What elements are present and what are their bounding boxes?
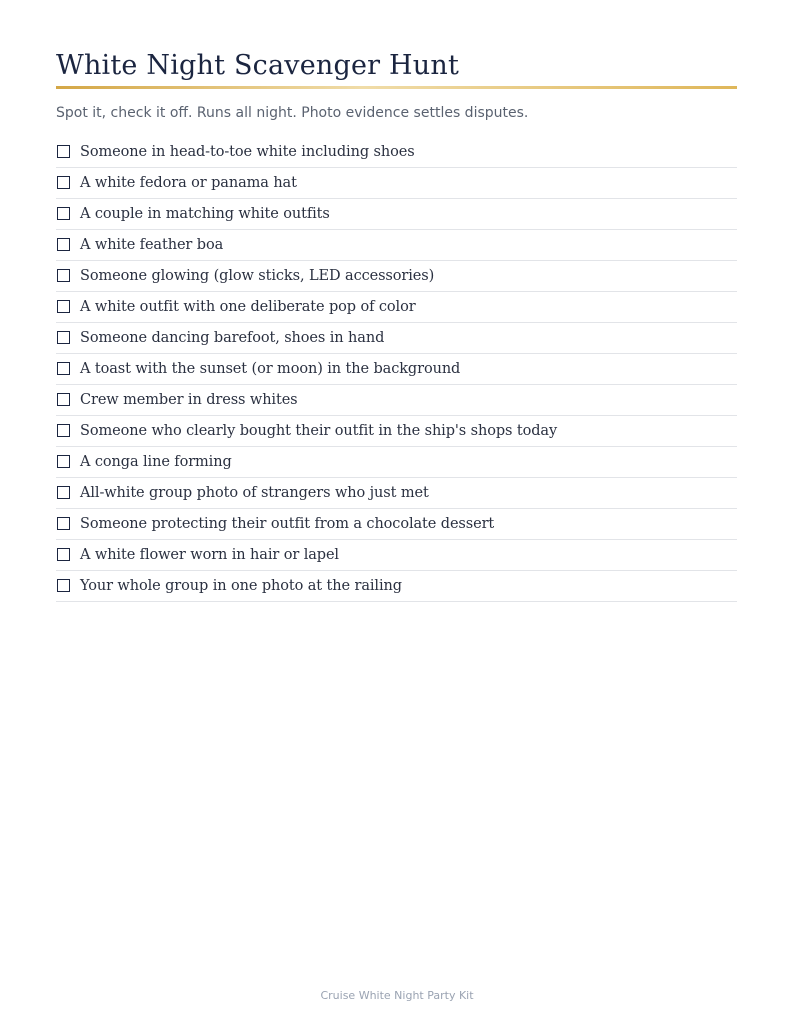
checkbox[interactable]	[57, 269, 70, 282]
checkbox[interactable]	[57, 424, 70, 437]
page-subtitle: Spot it, check it off. Runs all night. Photo evidence settles disputes.	[56, 105, 529, 121]
checkbox[interactable]	[57, 517, 70, 530]
page-footer: Cruise White Night Party Kit	[320, 989, 474, 1002]
checklist-item	[56, 323, 737, 354]
checkbox[interactable]	[57, 176, 70, 189]
checklist-item-label: Someone glowing (glow sticks, LED accessories)	[80, 268, 435, 284]
checklist-item-label: A couple in matching white outfits	[80, 206, 330, 222]
checklist	[56, 137, 737, 602]
checkbox[interactable]	[57, 207, 70, 220]
checkbox[interactable]	[57, 331, 70, 344]
checklist-item	[56, 137, 737, 168]
checklist-item-label: A toast with the sunset (or moon) in the background	[80, 361, 461, 377]
checklist-item	[56, 199, 737, 230]
checklist-item	[56, 571, 737, 602]
checkbox[interactable]	[57, 486, 70, 499]
checkbox[interactable]	[57, 145, 70, 158]
checklist-item-label: Someone dancing barefoot, shoes in hand	[80, 330, 385, 346]
checklist-item-label: A white feather boa	[80, 237, 224, 253]
checklist-item	[56, 230, 737, 261]
checklist-item-label: Someone protecting their outfit from a chocolate dessert	[80, 516, 495, 532]
checklist-item	[56, 385, 737, 416]
checkbox[interactable]	[57, 300, 70, 313]
checklist-item	[56, 292, 737, 323]
checklist-item-label: Your whole group in one photo at the railing	[80, 578, 402, 594]
checklist-item-label: Someone who clearly bought their outfit in the ship's shops today	[80, 423, 558, 439]
checkbox[interactable]	[57, 548, 70, 561]
checklist-item	[56, 540, 737, 571]
checklist-item-label: A white flower worn in hair or lapel	[80, 547, 339, 563]
page-title: White Night Scavenger Hunt	[56, 50, 460, 81]
checklist-item	[56, 261, 737, 292]
checklist-item	[56, 416, 737, 447]
checkbox[interactable]	[57, 393, 70, 406]
checklist-item	[56, 168, 737, 199]
checklist-item-label: A white outfit with one deliberate pop of color	[80, 299, 416, 315]
checklist-item	[56, 354, 737, 385]
checklist-item-label: A conga line forming	[80, 454, 232, 470]
checklist-item	[56, 478, 737, 509]
checklist-item	[56, 509, 737, 540]
checkbox[interactable]	[57, 362, 70, 375]
checklist-item-label: Crew member in dress whites	[80, 392, 298, 408]
checklist-item-label: All-white group photo of strangers who just met	[80, 485, 429, 501]
checklist-item-label: Someone in head-to-toe white including shoes	[80, 144, 415, 160]
checklist-item-label: A white fedora or panama hat	[80, 175, 297, 191]
title-underline	[56, 86, 737, 89]
checklist-item	[56, 447, 737, 478]
checkbox[interactable]	[57, 455, 70, 468]
checkbox[interactable]	[57, 238, 70, 251]
checkbox[interactable]	[57, 579, 70, 592]
